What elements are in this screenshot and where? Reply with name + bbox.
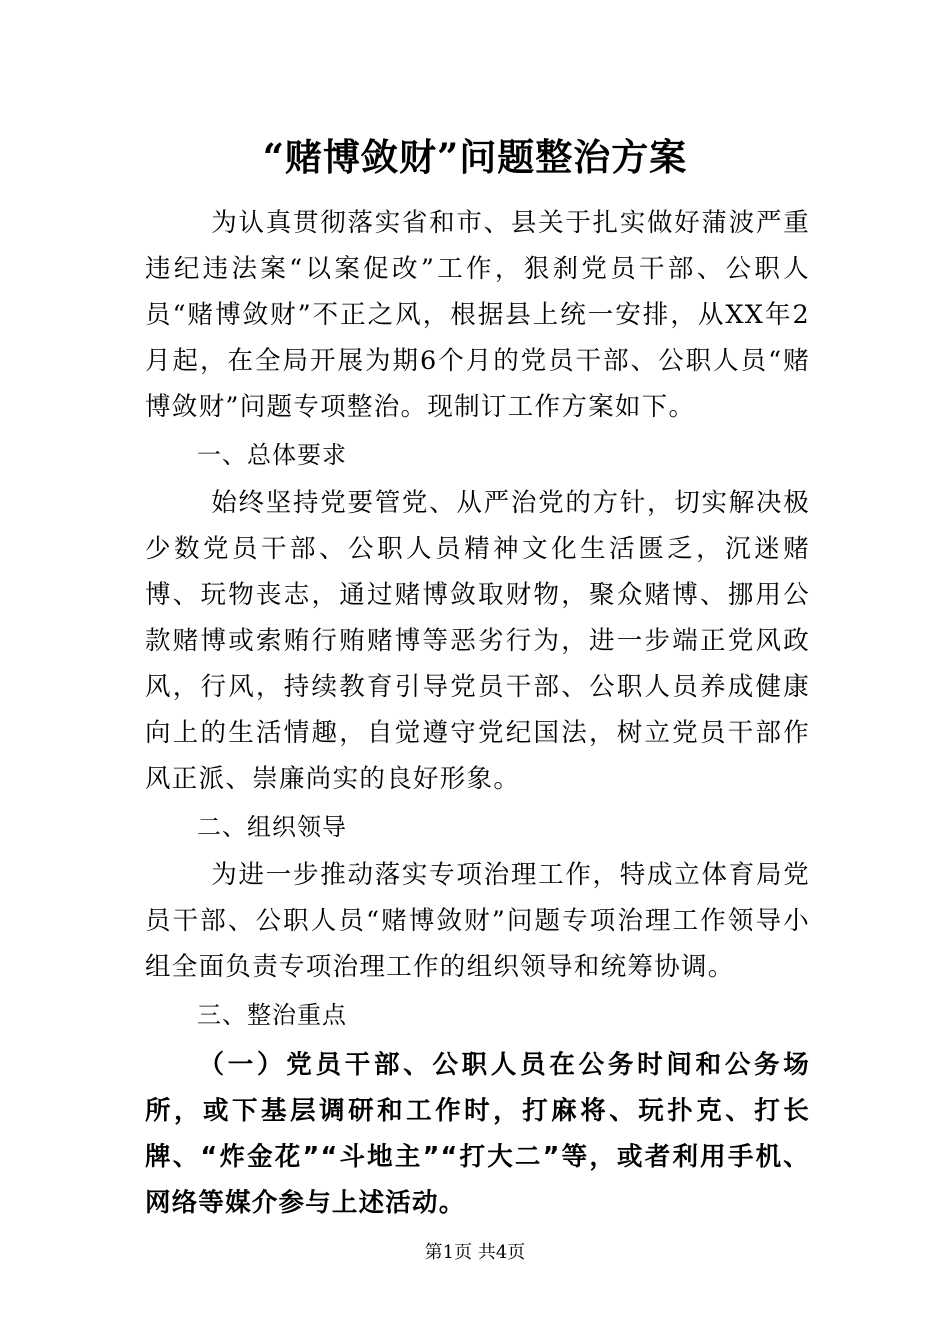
section-heading-general-requirements: 一、总体要求	[197, 441, 347, 469]
section-heading-organization: 二、组织领导	[197, 813, 347, 841]
page-number-footer: 第1页 共4页	[424, 1242, 526, 1263]
intro-paragraph: 为认真贯彻落实省和市、县关于扎实做好蒲波严重违纪违法案“以案促改”工作，狠刹党员干部、公职人员“赌博敛财”不正之风，根据县上统一安排，从XX年2月起，在全局开展为期6个月的党员干部、公职人员“赌博敛财”问题专项整治。现制订工作方案如下。	[145, 208, 810, 422]
section-paragraph-general-requirements: 始终坚持党要管党、从严治党的方针，切实解决极少数党员干部、公职人员精神文化生活匮乏，沉迷赌博、玩物丧志，通过赌博敛取财物，聚众赌博、挪用公款赌博或索贿行贿赌博等恶劣行为，进一步端正党风政风，行风，持续教育引导党员干部、公职人员养成健康向上的生活情趣，自觉遵守党纪国法，树立党员干部作风正派、崇廉尚实的良好形象。	[145, 488, 810, 794]
document-title: “赌博敛财”问题整治方案	[262, 135, 688, 179]
section-heading-key-points: 三、整治重点	[197, 1001, 347, 1029]
key-point-item-1: （一）党员干部、公职人员在公务时间和公务场所，或下基层调研和工作时，打麻将、玩扑克、打长牌、“炸金花”“斗地主”“打大二”等，或者利用手机、网络等媒介参与上述活动。	[145, 1050, 810, 1218]
document-body	[145, 200, 810, 1226]
section-paragraph-organization: 为进一步推动落实专项治理工作，特成立体育局党员干部、公职人员“赌博敛财”问题专项治理工作领导小组全面负责专项治理工作的组织领导和统筹协调。	[145, 860, 810, 982]
